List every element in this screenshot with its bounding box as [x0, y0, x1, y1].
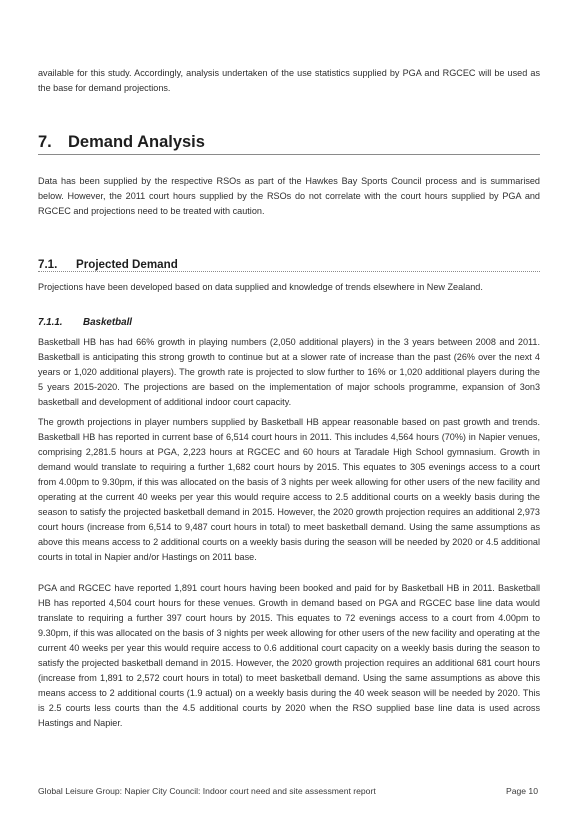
- section-7-body-block: [38, 174, 540, 219]
- section-7-1-heading: [38, 255, 540, 272]
- section-7-heading: [38, 132, 540, 155]
- section-7-1-1-heading: [38, 312, 540, 330]
- intro-paragraph-block: [38, 66, 540, 96]
- intro-paragraph: available for this study. Accordingly, analysis undertaken of the use statistics supplied by PGA and RGCEC will be used as the base for demand projections.: [38, 68, 540, 93]
- section-7-1-paragraph: Projections have been developed based on data supplied and knowledge of trends elsewhere in New Zealand.: [38, 282, 483, 292]
- basketball-paragraph-2: The growth projections in player numbers supplied by Basketball HB appear reasonable based on past growth and trends. Basketball HB has reported in current base of 6,514 court hours in 2011. This includes 4,564 hours (70%) in Napier venues, comprising 2,281.5 hours at PGA, 2,223 hours at RGCEC and 60 hours at Taradale High School gymnasium. Growth in demand would translate to requiring a further 1,682 court hours by 2015. This equates to 305 evenings access to a court from 4.00pm to 9.30pm, if this was allocated on the basis of 3 nights per week allowing for other users of the new facility and operating at the current 40 weeks per year this would require access to 2.5 additional courts on a weekly basis during the season to satisfy the projected basketball demand in 2015. However, the 2020 growth projection requires an additional 2,973 court hours (increase from 6,514 to 9,487 court hours in total) to meet basketball demand. Using the same assumptions as above this means access to 2 additional courts on a weekly basis during the season will be needed by 2020 or 4.5 additional courts in total in Napier and/or Hastings on 2011 base.: [38, 417, 540, 562]
- basketball-paragraph-3: PGA and RGCEC have reported 1,891 court hours having been booked and paid for by Basketball HB in 2011. Basketball HB has reported 4,504 court hours for these venues. Growth in demand based on PGA and RGCEC base line data would translate to requiring a further 397 court hours by 2015. This equates to 72 evenings access to a court from 4.00pm to 9.30pm, if this was allocated on the basis of 3 nights per week allowing for other users of the new facility and operating at the current 40 weeks per year this would require access to 0.6 additional court capacity on a weekly basis during the season to satisfy the projected basketball demand in 2015. However, the 2020 growth projection requires an additional 681 court hours (increase from 1,891 to 2,572 court hours in total) to meet basketball demand. Using the same assumptions as above this means access to 2 additional courts (1.9 actual) on a weekly basis during the 40 week season will be needed by 2020. This is 2.5 courts less courts than the 4.5 additional courts by 2020 when the RSO supplied base line data is used across Hastings and Napier.: [38, 583, 540, 728]
- section-7-1-1-number: 7.1.1.: [38, 317, 63, 328]
- footer-report-title: Global Leisure Group: Napier City Council: Indoor court need and site assessment report: [38, 786, 376, 796]
- basketball-paragraph-1-block: [38, 335, 540, 410]
- basketball-paragraph-2-block: [38, 415, 540, 565]
- section-7-title: Demand Analysis: [68, 133, 205, 151]
- section-7-1-body-block: [38, 280, 540, 295]
- section-7-1-1-title: Basketball: [83, 317, 133, 328]
- basketball-paragraph-3-block: [38, 581, 540, 731]
- page-footer: [38, 786, 538, 796]
- page-number: Page 10: [505, 786, 538, 796]
- basketball-paragraph-1: Basketball HB has had 66% growth in playing numbers (2,050 additional players) in the 3 years between 2008 and 2011. Basketball is anticipating this strong growth to continue but at a slower rate of increase than the past (26% over the next 4 years or 1,020 additional players). The growth rate is projected to slow further to 16% or 1,020 additional players during the 5 years 2015-2020. The projections are based on the implementation of major schools programme, expansion of 3on3 basketball and development of additional indoor court capacity.: [38, 337, 540, 407]
- section-7-1-number: 7.1.: [38, 258, 58, 271]
- section-7-1-title: Projected Demand: [76, 258, 178, 271]
- section-7-paragraph: Data has been supplied by the respective RSOs as part of the Hawkes Bay Sports Council process and is summarised below. However, the 2011 court hours supplied by the RSOs do not correlate with the court hours supplied by PGA and RGCEC and projections need to be treated with caution.: [38, 176, 540, 216]
- section-7-number: 7.: [38, 133, 52, 151]
